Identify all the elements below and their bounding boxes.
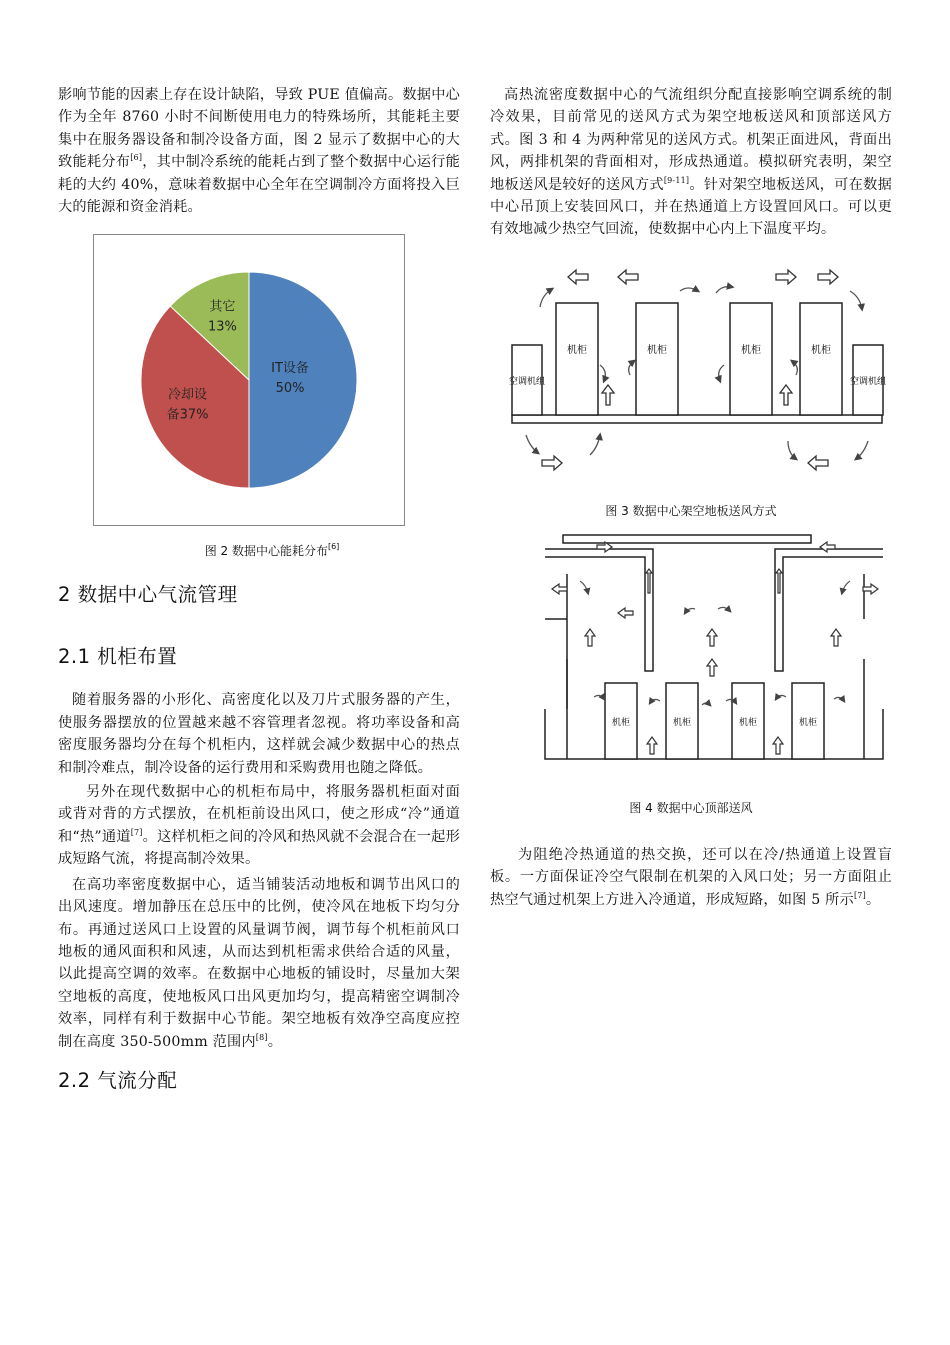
rack-label: 机柜: [647, 344, 667, 356]
pie-slice-label: 其它 13%: [207, 299, 237, 335]
paragraph: 为阻绝冷热通道的热交换，还可以在冷/热通道上设置盲板。一方面保证冷空气限制在机架的入风口处；另一方面阻止热空气通过机架上方进入冷通道，形成短路，如图 5 所示[7]。: [490, 846, 892, 908]
section-title: 2.1 机柜布置: [58, 645, 178, 669]
paragraph: 另外在现代数据中心的机柜布局中，将服务器机柜面对面或背对背的方式摆放，在机柜前设出风口，使之形成“冷”通道和“热”通道[7]。这样机柜之间的冷风和热风就不会混合在一起形成短路气流，将提高制冷效果。: [58, 784, 460, 868]
section-title: 2 数据中心气流管理: [58, 583, 238, 607]
figure-4-top-supply-diagram: [490, 529, 892, 789]
pie-slice-label: 冷却设备37%: [166, 388, 209, 424]
pie-slice-label: IT设备 50%: [271, 361, 309, 397]
pie-chart: [94, 235, 404, 525]
ductwork: [545, 535, 883, 759]
figure-caption: 图 4 数据中心顶部送风: [629, 800, 753, 815]
rack: [556, 303, 598, 415]
pie-slice: [249, 272, 357, 488]
rack-label: 机柜: [672, 717, 692, 728]
airflow-arrows: [552, 542, 878, 754]
rack-label: 机柜: [611, 717, 631, 728]
figure-caption: 图 2 数据中心能耗分布[6]: [204, 542, 340, 559]
paragraph: 高热流密度数据中心的气流组织分配直接影响空调系统的制冷效果，目前常见的送风方式为架空地板送风和顶部送风方式。图 3 和 4 为两种常见的送风方式。机架正面进风，背面出风，两排机架的背面相对，形成热通道。模拟研究表明，架空地板送风是较好的送风方式[9-11]。针对架空地板送风，可在数据中心吊顶上安装回风口，并在热通道上方设置回风口。可以更有效地减少热空气回流，使数据中心内上下温度平均。: [490, 87, 892, 238]
left-column: [58, 84, 460, 1093]
rack-label: 机柜: [811, 344, 831, 356]
figure-caption: 图 3 数据中心架空地板送风方式: [605, 503, 777, 518]
rack-label: 机柜: [567, 344, 587, 356]
ac-unit-label: 空调机组: [508, 376, 546, 387]
figure-3-raised-floor-diagram: [490, 255, 892, 490]
raised-floor: [512, 415, 882, 423]
rack-label: 机柜: [798, 717, 818, 728]
paragraph: 在高功率密度数据中心，适当铺装活动地板和调节出风口的出风速度。增加静压在总压中的比例，使冷风在地板下均匀分布。再通过送风口上设置的风量调节阀，调节每个机柜前风口地板的通风面积和风速，从而达到机柜需求供给合适的风量，以此提高空调的效率。在数据中心地板的铺设时，尽量加大架空地板的高度，使地板风口出风更加均匀，提高精密空调制冷效率，同样有利于数据中心节能。架空地板有效净空高度应控制在高度 350-500mm 范围内[8]。: [58, 876, 460, 1050]
rack-label: 机柜: [738, 717, 758, 728]
paragraph: 随着服务器的小形化、高密度化以及刀片式服务器的产生，使服务器摆放的位置越来越不容管理者忽视。将功率设备和高密度服务器均分在每个机柜内，这样就会减少数据中心的热点和制冷难点，制冷设备的运行费用和采购费用也随之降低。: [58, 692, 460, 776]
section-title: 2.2 气流分配: [58, 1068, 178, 1092]
rack-label: 机柜: [741, 344, 761, 356]
figure-2-pie-chart: [93, 234, 405, 526]
rack: [800, 303, 842, 415]
rack: [636, 303, 678, 415]
rack: [730, 303, 772, 415]
ac-unit-label: 空调机组: [849, 376, 887, 387]
right-column: [490, 84, 892, 911]
paragraph: 影响节能的因素上存在设计缺陷，导致 PUE 值偏高。数据中心作为全年 8760 小时不间断使用电力的特殊场所，其能耗主要集中在服务器设备和制冷设备方面，图 2 显示了数据中心的大致能耗分布[6]，其中制冷系统的能耗占到了整个数据中心运行能耗的大约 40%，意味着数据中心全年在空调制冷方面将投入巨大的能源和资金消耗。: [58, 87, 460, 216]
